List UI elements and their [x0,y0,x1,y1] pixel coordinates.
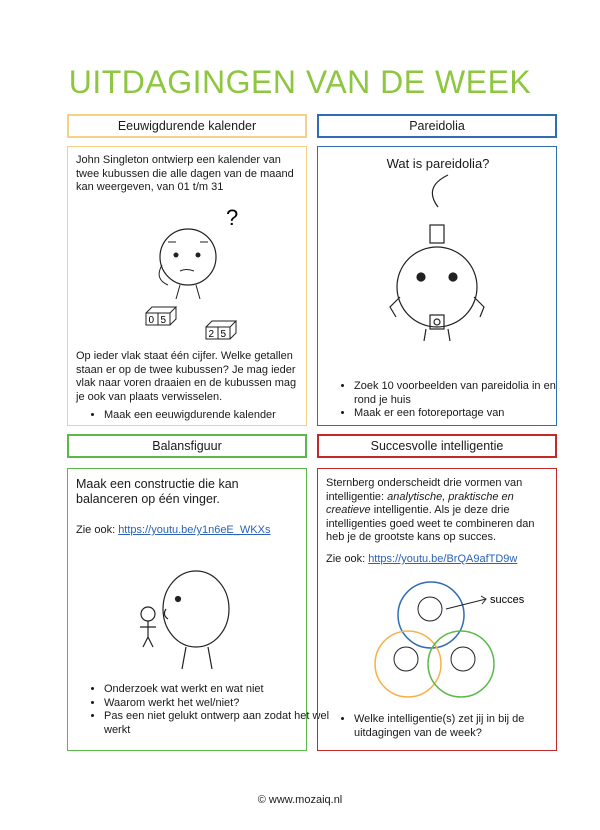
footer-copyright: © www.mozaiq.nl [257,794,343,806]
cube-digit-3: 5 [220,329,227,340]
pareidolia-bullets [326,380,574,421]
page-title: UITDAGINGEN VAN DE WEEK [68,64,532,100]
balancing-figure-illustration [68,469,308,679]
kalender-bullets [76,409,330,423]
kalender-intro: John Singleton ontwierp een kalender van twee kubussen die alle dagen van de maand kan weergeven, van 01 t/m 31 [76,154,294,193]
succes-intro-start: Sternberg onderscheidt drie vormen van intelligentie: [326,477,523,503]
succes-intro-end: intelligentie. Als je deze drie intelligenties goed weet te combineren dan heb je de grootste kans op succes. [326,504,535,543]
list-item: • Pas een niet gelukt ontwerp aan zodat het wel werkt [104,710,330,737]
list-item: • Zoek 10 voorbeelden van pareidolia in en rond je huis [354,380,574,407]
list-item: • Onderzoek wat werkt en wat niet [104,683,330,697]
succes-card [317,468,557,751]
balans-link-prefix: Zie ook: [76,524,119,536]
list-item: • Maak een eeuwigdurende kalender [104,409,330,423]
succes-bullets [326,713,580,740]
balans-card [67,468,330,751]
kalender-card [67,146,307,426]
balans-video-link[interactable]: https://youtu.be/y1n6eE_WKXs [118,524,271,536]
balans-bullets [76,683,330,737]
socket-face-illustration [318,147,558,347]
balans-intro: Maak een constructie die kan balanceren op één vinger. [76,477,239,506]
list-item: • Welke intelligentie(s) zet jij in bij de uitdagingen van de week? [354,713,580,740]
succes-intro-italic: analytische, praktische en creatieve [326,490,514,516]
venn-diagram [318,469,558,709]
succes-link-prefix: Zie ook: [326,553,369,565]
question-mark: ? [226,205,239,230]
cube-digit-1: 5 [160,315,167,326]
balans-header: Balansfiguur [67,434,307,458]
cube-digit-0: 0 [148,315,155,326]
succes-video-link[interactable]: https://youtu.be/BrQA9afTD9w [368,553,518,565]
list-item: • Waarom werkt het wel/niet? [104,697,330,711]
pareidolia-header: Pareidolia [317,114,557,138]
kalender-body: Op ieder vlak staat één cijfer. Welke getallen staan er op de twee kubussen? Je mag ieder vlak naar voren draaien en de kubussen mag je ook van plaats verwisselen. [76,350,297,403]
list-item: • Maak er een fotoreportage van [354,407,574,421]
pareidolia-question: Wat is pareidolia? [386,156,490,171]
cubes-illustration [68,147,308,347]
kalender-header: Eeuwigdurende kalender [67,114,307,138]
succes-arrow-label: succes [490,594,525,606]
succes-header: Succesvolle intelligentie [317,434,557,458]
cube-digit-2: 2 [208,329,215,340]
pareidolia-card [317,146,557,426]
